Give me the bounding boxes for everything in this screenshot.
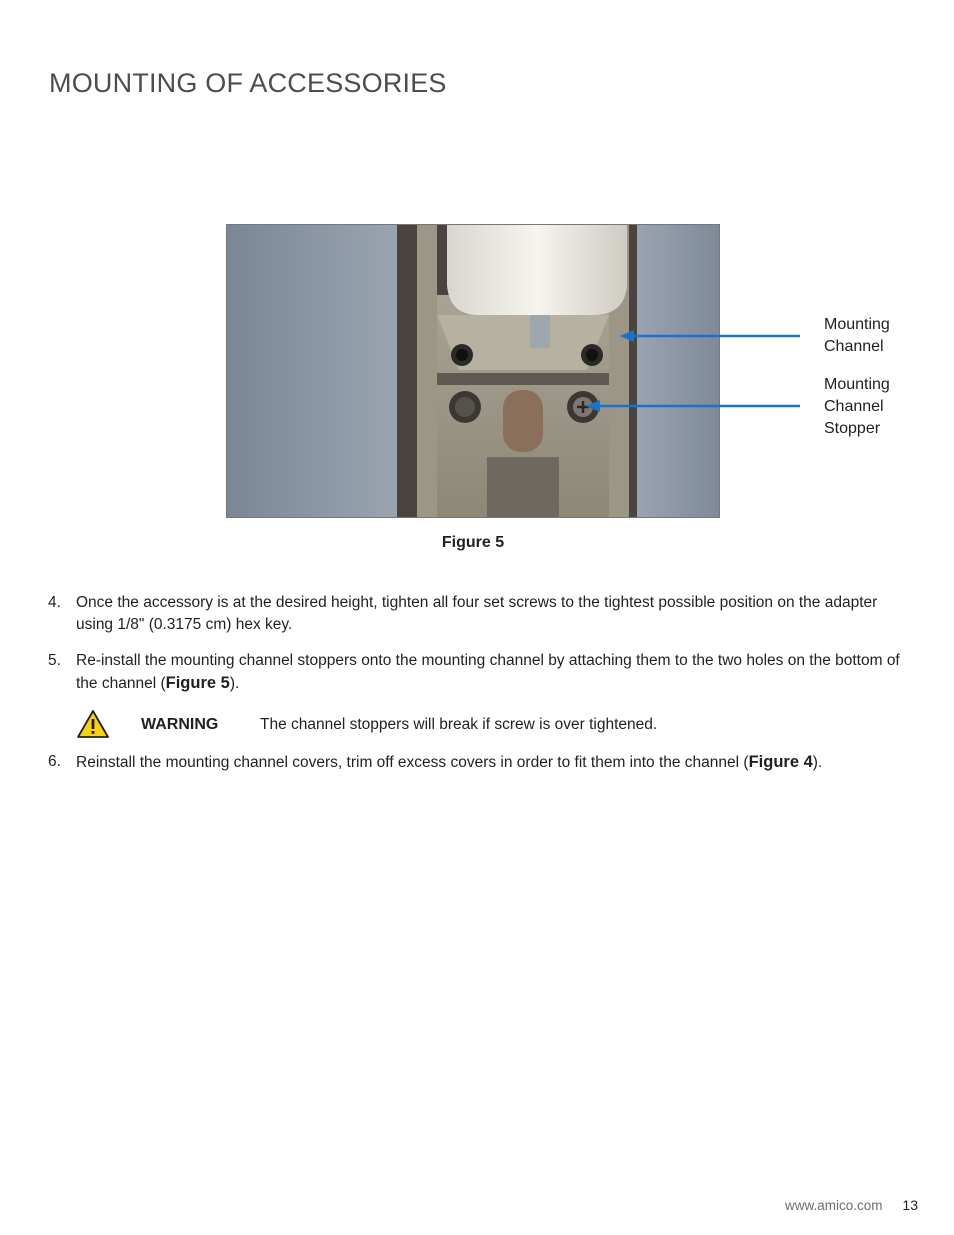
callout-line: Stopper xyxy=(824,420,881,437)
warning-text: The channel stoppers will break if screw is over tightened. xyxy=(260,716,658,733)
figure-caption: Figure 5 xyxy=(441,534,505,551)
step-text: Once the accessory is at the desired height, tighten all four set screws to the tightest possible position on the adapter using 1/8" (0.3175 cm) hex key. xyxy=(76,594,878,633)
callout-mounting-channel xyxy=(824,314,890,358)
figure-reference: Figure 5 xyxy=(165,674,230,692)
page-title: MOUNTING OF ACCESSORIES xyxy=(49,68,447,99)
callout-channel-stopper xyxy=(824,374,890,440)
warning-triangle-icon xyxy=(77,710,109,743)
page-footer xyxy=(785,1197,918,1213)
step-text-before: Reinstall the mounting channel covers, trim off excess covers in order to fit them into the channel ( xyxy=(76,754,749,771)
step-text-before: Re-install the mounting channel stoppers onto the mounting channel by attaching them to the two holes on the bottom of the channel ( xyxy=(76,652,900,692)
step-text-after: ). xyxy=(229,675,240,692)
step-text xyxy=(76,751,908,774)
step-text-after: ). xyxy=(812,754,823,771)
warning-label: WARNING xyxy=(141,716,219,733)
figure-5-photo xyxy=(226,224,720,518)
figure-reference: Figure 4 xyxy=(748,753,813,771)
callout-line: Channel xyxy=(824,398,884,415)
step-6 xyxy=(48,751,908,774)
step-number: 5. xyxy=(48,652,61,669)
callout-line: Mounting xyxy=(824,376,890,393)
step-text xyxy=(76,650,908,695)
callout-line: Channel xyxy=(824,338,884,355)
step-number: 6. xyxy=(48,753,61,770)
step-4 xyxy=(48,592,908,636)
step-5 xyxy=(48,650,908,695)
callout-line: Mounting xyxy=(824,316,890,333)
step-number: 4. xyxy=(48,594,61,611)
page-number: 13 xyxy=(902,1197,918,1213)
footer-url[interactable]: www.amico.com xyxy=(785,1198,883,1213)
